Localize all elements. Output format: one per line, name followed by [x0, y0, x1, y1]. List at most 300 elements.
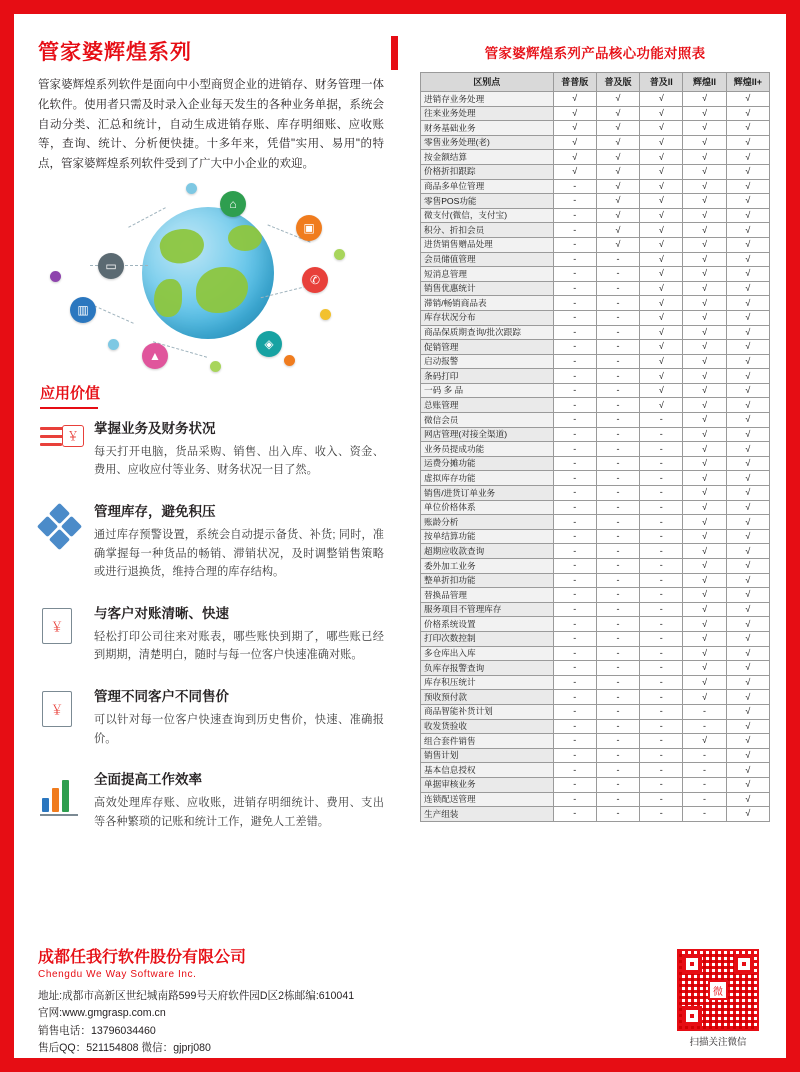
cell-support: -: [596, 807, 639, 822]
cell-support: √: [726, 398, 769, 413]
feature-item: [40, 500, 384, 582]
cell-support: -: [553, 296, 596, 311]
cell-support: √: [596, 208, 639, 223]
cell-support: √: [683, 296, 726, 311]
row-label: 多仓库出入库: [421, 646, 554, 661]
cell-support: √: [726, 500, 769, 515]
row-label: 超期应收款查询: [421, 544, 554, 559]
cell-support: √: [726, 675, 769, 690]
cell-support: √: [726, 92, 769, 107]
cell-support: -: [553, 704, 596, 719]
row-label: 整单折扣功能: [421, 573, 554, 588]
cell-support: -: [596, 661, 639, 676]
cell-support: √: [726, 369, 769, 384]
row-label: 微信会员: [421, 413, 554, 428]
cell-support: √: [726, 748, 769, 763]
table-row: [421, 573, 770, 588]
cell-support: √: [683, 106, 726, 121]
cell-support: -: [553, 777, 596, 792]
row-label: 替换品管理: [421, 588, 554, 603]
cell-support: √: [640, 354, 683, 369]
cell-support: -: [553, 486, 596, 501]
table-row: [421, 734, 770, 749]
row-label: 打印次数控制: [421, 631, 554, 646]
row-label: 委外加工业务: [421, 559, 554, 574]
cell-support: -: [553, 456, 596, 471]
table-row: [421, 617, 770, 632]
cell-support: -: [553, 194, 596, 209]
cell-support: -: [640, 588, 683, 603]
statement-icon: [40, 608, 82, 650]
dot-node: [50, 271, 61, 282]
cell-support: -: [640, 456, 683, 471]
cell-support: -: [553, 646, 596, 661]
cell-support: √: [596, 164, 639, 179]
cell-support: -: [683, 777, 726, 792]
cell-support: -: [683, 719, 726, 734]
cell-support: -: [640, 719, 683, 734]
cell-support: -: [596, 631, 639, 646]
cell-support: -: [553, 690, 596, 705]
cell-support: -: [596, 369, 639, 384]
cell-support: √: [640, 369, 683, 384]
cell-support: -: [640, 413, 683, 428]
row-label: 销售/进货订单业务: [421, 486, 554, 501]
table-row: [421, 442, 770, 457]
cell-support: √: [726, 427, 769, 442]
dot-node: [284, 355, 295, 366]
cell-support: -: [640, 631, 683, 646]
cell-support: √: [726, 281, 769, 296]
row-label: 单位价格体系: [421, 500, 554, 515]
cell-support: √: [683, 150, 726, 165]
cell-support: -: [553, 442, 596, 457]
cell-support: -: [596, 427, 639, 442]
cell-support: √: [683, 588, 726, 603]
row-label: 一码 多 品: [421, 383, 554, 398]
cell-support: √: [726, 719, 769, 734]
cell-support: -: [553, 237, 596, 252]
row-label: 连锁配送管理: [421, 792, 554, 807]
cell-support: √: [596, 150, 639, 165]
cell-support: -: [553, 369, 596, 384]
cell-support: √: [683, 164, 726, 179]
qr-caption: 扫描关注微信: [689, 1037, 747, 1048]
dot-node: [320, 309, 331, 320]
feature-item: [40, 685, 384, 748]
cell-support: √: [640, 179, 683, 194]
cell-support: √: [683, 486, 726, 501]
table-row: [421, 777, 770, 792]
feature-item: [40, 768, 384, 831]
table-row: [421, 208, 770, 223]
cell-support: -: [553, 252, 596, 267]
cell-support: -: [553, 340, 596, 355]
cell-support: √: [726, 704, 769, 719]
cell-support: -: [640, 442, 683, 457]
cell-support: -: [553, 573, 596, 588]
table-row: [421, 675, 770, 690]
cell-support: √: [726, 267, 769, 282]
price-doc-icon: [40, 691, 82, 733]
row-label: 单据审核业务: [421, 777, 554, 792]
cell-support: √: [683, 267, 726, 282]
table-row: [421, 719, 770, 734]
feature-title: 与客户对账清晰、快速: [94, 605, 229, 621]
cell-support: -: [596, 340, 639, 355]
cell-support: √: [683, 529, 726, 544]
cell-support: √: [683, 661, 726, 676]
qr-block: [672, 949, 764, 1048]
cell-support: -: [553, 807, 596, 822]
cell-support: -: [640, 748, 683, 763]
cell-support: -: [683, 807, 726, 822]
cell-support: √: [683, 573, 726, 588]
table-row: [421, 252, 770, 267]
table-row: [421, 340, 770, 355]
cell-support: √: [726, 106, 769, 121]
cell-support: -: [553, 763, 596, 778]
feature-text: 高效处理库存账、应收账，进销存明细统计、费用、支出等各种繁琐的记账和统计工作，避免人工差错。: [94, 797, 384, 828]
cell-support: -: [553, 559, 596, 574]
cell-support: -: [596, 544, 639, 559]
cell-support: -: [683, 704, 726, 719]
monitor-icon: ▭: [98, 253, 124, 279]
cell-support: √: [683, 325, 726, 340]
section-heading-value: 应用价值: [40, 382, 384, 403]
row-label: 商品保质期查询/批次跟踪: [421, 325, 554, 340]
cell-support: √: [683, 456, 726, 471]
cell-support: -: [553, 500, 596, 515]
cell-support: √: [553, 121, 596, 136]
shield-icon: ◈: [256, 331, 282, 357]
cell-support: -: [553, 631, 596, 646]
cell-support: √: [726, 325, 769, 340]
cell-support: -: [553, 675, 596, 690]
cell-support: -: [640, 529, 683, 544]
cell-support: √: [726, 559, 769, 574]
cell-support: -: [553, 588, 596, 603]
cell-support: √: [726, 544, 769, 559]
cell-support: √: [640, 106, 683, 121]
cell-support: -: [553, 734, 596, 749]
cell-support: √: [726, 588, 769, 603]
cell-support: √: [726, 661, 769, 676]
table-row: [421, 179, 770, 194]
row-label: 促销管理: [421, 340, 554, 355]
cell-support: √: [640, 237, 683, 252]
table-row: [421, 704, 770, 719]
cell-support: √: [726, 164, 769, 179]
table-row: [421, 471, 770, 486]
cell-support: √: [726, 179, 769, 194]
row-label: 零售POS功能: [421, 194, 554, 209]
cell-support: √: [726, 340, 769, 355]
cell-support: -: [596, 252, 639, 267]
cell-support: √: [683, 602, 726, 617]
cell-support: -: [640, 777, 683, 792]
col-header-0: 区别点: [421, 73, 554, 92]
cell-support: -: [640, 646, 683, 661]
cell-support: √: [640, 310, 683, 325]
row-label: 组合套件销售: [421, 734, 554, 749]
qr-center-glyph: 微: [708, 980, 728, 1000]
row-label: 往来业务处理: [421, 106, 554, 121]
row-label: 条码打印: [421, 369, 554, 384]
cell-support: -: [596, 734, 639, 749]
cell-support: √: [640, 267, 683, 282]
row-label: 短消息管理: [421, 267, 554, 282]
cell-support: √: [683, 690, 726, 705]
table-header-row: [421, 73, 770, 92]
cell-support: √: [726, 763, 769, 778]
cell-support: √: [726, 792, 769, 807]
row-label: 基本信息授权: [421, 763, 554, 778]
cell-support: -: [596, 704, 639, 719]
col-header-1: 普普版: [553, 73, 596, 92]
feature-item: [40, 417, 384, 480]
row-label: 网店管理(对接全渠道): [421, 427, 554, 442]
cell-support: √: [640, 398, 683, 413]
cell-support: -: [553, 179, 596, 194]
cell-support: √: [640, 208, 683, 223]
row-label: 滞销/畅销商品表: [421, 296, 554, 311]
cell-support: -: [640, 427, 683, 442]
table-row: [421, 106, 770, 121]
boxes-icon: [40, 506, 82, 548]
cell-support: √: [640, 223, 683, 238]
cell-support: -: [683, 763, 726, 778]
row-label: 零售业务处理(老): [421, 135, 554, 150]
cell-support: -: [596, 413, 639, 428]
cell-support: √: [683, 135, 726, 150]
yen-badge: ￥: [62, 425, 84, 447]
cell-support: √: [553, 106, 596, 121]
yen-glyph: ￥: [50, 702, 64, 718]
table-row: [421, 792, 770, 807]
cell-support: √: [726, 529, 769, 544]
feature-text: 轻松打印公司往来对账表，哪些账快到期了，哪些账已经到期期，清楚明白，随时与每一位客户快速准确对账。: [94, 630, 384, 662]
connector-line: [128, 207, 166, 228]
table-row: [421, 398, 770, 413]
row-label: 服务项目不管理库存: [421, 602, 554, 617]
cell-support: -: [553, 325, 596, 340]
row-label: 账龄分析: [421, 515, 554, 530]
row-label: 生产组装: [421, 807, 554, 822]
table-row: [421, 544, 770, 559]
table-row: [421, 486, 770, 501]
cell-support: √: [726, 383, 769, 398]
cell-support: -: [596, 296, 639, 311]
table-row: [421, 150, 770, 165]
cell-support: √: [640, 121, 683, 136]
table-row: [421, 427, 770, 442]
row-label: 商品智能补货计划: [421, 704, 554, 719]
row-label: 会员储值管理: [421, 252, 554, 267]
cell-support: -: [640, 734, 683, 749]
cell-support: √: [683, 617, 726, 632]
cell-support: -: [596, 515, 639, 530]
cart-icon: ▣: [296, 215, 322, 241]
col-header-2: 普及版: [596, 73, 639, 92]
feature-title: 管理库存，避免积压: [94, 504, 216, 520]
cell-support: √: [726, 515, 769, 530]
cell-support: √: [683, 559, 726, 574]
row-label: 价格折扣跟踪: [421, 164, 554, 179]
cell-support: -: [640, 500, 683, 515]
cell-support: √: [683, 734, 726, 749]
cell-support: -: [596, 763, 639, 778]
cell-support: √: [726, 413, 769, 428]
cell-support: -: [640, 763, 683, 778]
cell-support: √: [726, 296, 769, 311]
cell-support: -: [683, 748, 726, 763]
table-row: [421, 325, 770, 340]
cell-support: √: [726, 646, 769, 661]
cell-support: √: [596, 194, 639, 209]
table-row: [421, 588, 770, 603]
cell-support: -: [596, 719, 639, 734]
footer-sales-phone: 销售电话：13796034460: [38, 1024, 156, 1037]
cell-support: √: [683, 631, 726, 646]
cell-support: -: [553, 281, 596, 296]
cell-support: √: [726, 602, 769, 617]
cell-support: √: [726, 777, 769, 792]
cell-support: √: [726, 194, 769, 209]
poster-sheet: [14, 14, 786, 1058]
cell-support: -: [553, 719, 596, 734]
cell-support: -: [596, 529, 639, 544]
cell-support: -: [553, 413, 596, 428]
cell-support: √: [726, 354, 769, 369]
cell-support: √: [683, 252, 726, 267]
cell-support: -: [596, 471, 639, 486]
cell-support: -: [553, 310, 596, 325]
cell-support: -: [683, 792, 726, 807]
globe-illustration: [34, 179, 379, 374]
cell-support: √: [683, 223, 726, 238]
cell-support: -: [596, 559, 639, 574]
cell-support: √: [683, 208, 726, 223]
cell-support: √: [553, 164, 596, 179]
table-row: [421, 748, 770, 763]
cell-support: √: [683, 340, 726, 355]
cell-support: -: [596, 486, 639, 501]
left-column: [14, 14, 404, 934]
cell-support: √: [596, 106, 639, 121]
cell-support: √: [683, 544, 726, 559]
footer: [14, 932, 786, 1058]
table-row: [421, 515, 770, 530]
col-header-3: 普及II: [640, 73, 683, 92]
feature-text: 通过库存预警设置，系统会自动提示备货、补货; 同时，准确掌握每一种货品的畅销、滞销状况，及时调整销售策略或进行退换货，维持合理的库存结构。: [94, 529, 384, 579]
cell-support: -: [640, 690, 683, 705]
cell-support: -: [640, 471, 683, 486]
cell-support: -: [640, 704, 683, 719]
cell-support: √: [640, 383, 683, 398]
table-row: [421, 500, 770, 515]
table-row: [421, 92, 770, 107]
table-row: [421, 281, 770, 296]
cell-support: √: [683, 500, 726, 515]
cell-support: -: [596, 442, 639, 457]
table-row: [421, 223, 770, 238]
row-label: 预收预付款: [421, 690, 554, 705]
cell-support: √: [640, 194, 683, 209]
cell-support: -: [553, 354, 596, 369]
table-row: [421, 763, 770, 778]
cell-support: -: [596, 573, 639, 588]
cell-support: √: [683, 369, 726, 384]
cell-support: √: [683, 281, 726, 296]
cell-support: √: [640, 150, 683, 165]
cell-support: √: [726, 631, 769, 646]
cell-support: √: [640, 325, 683, 340]
cell-support: -: [596, 456, 639, 471]
cell-support: -: [640, 602, 683, 617]
cell-support: -: [553, 398, 596, 413]
page-title: 管家婆辉煌系列: [38, 41, 192, 64]
cell-support: √: [596, 237, 639, 252]
cell-support: √: [726, 456, 769, 471]
row-label: 启动报警: [421, 354, 554, 369]
cell-support: -: [596, 748, 639, 763]
cell-support: -: [596, 500, 639, 515]
row-label: 财务基础业务: [421, 121, 554, 136]
table-body: [421, 92, 770, 822]
feature-item: [40, 602, 384, 665]
cell-support: √: [683, 310, 726, 325]
cell-support: -: [596, 792, 639, 807]
cell-support: √: [683, 675, 726, 690]
table-row: [421, 296, 770, 311]
table-row: [421, 807, 770, 822]
cell-support: -: [553, 223, 596, 238]
cell-support: √: [683, 398, 726, 413]
feature-comparison-table: [420, 72, 770, 822]
row-label: 库存积压统计: [421, 675, 554, 690]
dot-node: [108, 339, 119, 350]
cell-support: √: [726, 617, 769, 632]
row-label: 总账管理: [421, 398, 554, 413]
row-label: 商品多单位管理: [421, 179, 554, 194]
cell-support: √: [640, 135, 683, 150]
cell-support: √: [683, 427, 726, 442]
table-row: [421, 135, 770, 150]
row-label: 收发货验收: [421, 719, 554, 734]
cell-support: √: [726, 442, 769, 457]
footer-website[interactable]: 官网:www.gmgrasp.com.cn: [38, 1007, 166, 1020]
cell-support: √: [596, 135, 639, 150]
qr-code-icon: [677, 949, 759, 1031]
cell-support: √: [726, 690, 769, 705]
row-label: 微支付(微信，支付宝): [421, 208, 554, 223]
cell-support: -: [640, 792, 683, 807]
table-title: 管家婆辉煌系列产品核心功能对照表: [484, 46, 706, 61]
feature-text: 每天打开电脑，货品采购、销售、出入库、收入、资金、费用、应收应付等业务、财务状况一目了然。: [94, 445, 384, 477]
yen-glyph: ￥: [50, 619, 64, 635]
company-name-cn: 成都任我行软件股份有限公司: [38, 949, 247, 966]
table-row: [421, 310, 770, 325]
cell-support: -: [553, 208, 596, 223]
row-label: 虚拟库存功能: [421, 471, 554, 486]
feature-text: 可以针对每一位客户快速查询到历史售价，快速、准确报价。: [94, 713, 384, 745]
footer-service-contact: 售后QQ：521154808 微信：gjprj080: [38, 1042, 211, 1055]
cell-support: √: [726, 471, 769, 486]
row-label: 按单结算功能: [421, 529, 554, 544]
cell-support: √: [683, 354, 726, 369]
cell-support: -: [596, 777, 639, 792]
